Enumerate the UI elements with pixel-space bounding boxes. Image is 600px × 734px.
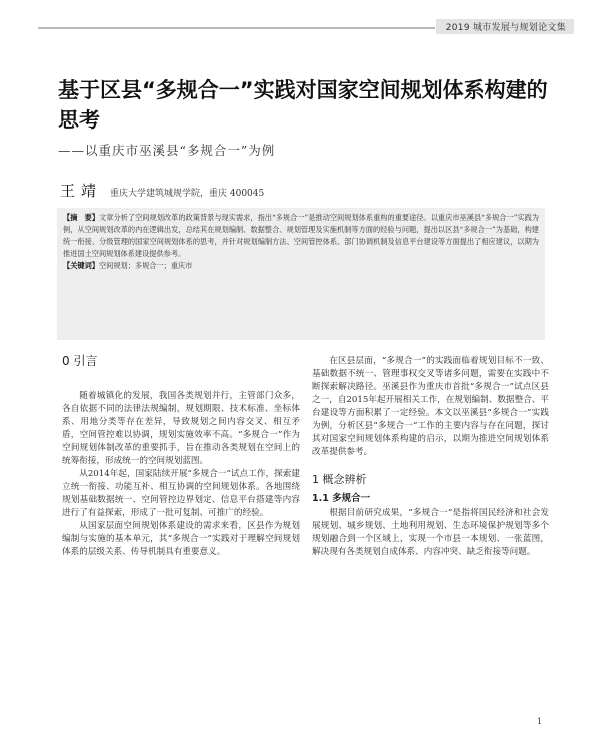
journal-name: 2019 城市发展与规划论文集	[436, 19, 574, 34]
body-paragraph: 从2014年起，国家陆续开展“多规合一”试点工作，探索建立统一衔接、功能互补、相互协调的空间规划体系。各地围绕规划基础数据统一、空间管控边界划定、信息平台搭建等内容进行了有益探索，形成了一批可复制、可推广的经验。	[62, 469, 300, 518]
page-number: 1	[536, 717, 542, 726]
body-paragraph: 在区县层面，“多规合一”的实践面临着规划目标不一致、基础数据不统一、管理事权交叉等诸多问题，需要在实践中不断探索解决路径。巫溪县作为重庆市首批“多规合一”试点区县之一，自2015年起开展相关工作，在规划编制、数据整合、平台建设等方面积累了一定经验。本文以巫溪县“多规合一”实践为例，分析区县“多规合一”工作的主要内容与存在问题，探讨其对国家空间规划体系构建的启示，以期为推进空间规划体系改革提供参考。	[312, 356, 549, 457]
paper-title: 基于区县“多规合一”实践对国家空间规划体系构建的思考	[58, 78, 548, 132]
author-name: 王靖	[60, 182, 103, 200]
running-header	[0, 18, 600, 34]
body-paragraph: 从国家层面空间规划体系建设的需求来看，区县作为规划编制与实施的基本单元，其“多规合一”实践对于理解空间规划体系的层级关系、传导机制具有重要意义。	[62, 521, 300, 557]
body-paragraph: 随着城镇化的发展，我国各类规划并行，主管部门众多，各自依据不同的法律法规编制，规划期限、技术标准、坐标体系、用地分类等存在差异，导致规划之间内容交叉、相互矛盾，空间管控难以协调，规划实施效率不高。“多规合一”作为空间规划体制改革的重要抓手，旨在推动各类规划在空间上的统筹衔接，形成统一的空间规划蓝图。	[62, 391, 300, 466]
keywords-paragraph	[63, 260, 539, 272]
abstract-label: 【摘 要】	[63, 213, 100, 222]
abstract-box	[57, 208, 545, 340]
right-column	[312, 355, 549, 559]
keywords-text: 空间规划；多规合一；重庆市	[98, 261, 193, 270]
body-paragraph: 根据目前研究成果，“多规合一”是指将国民经济和社会发展规划、城乡规划、土地利用规划、生态环境保护规划等多个规划融合到一个区域上，实现一个市县一本规划、一张蓝图，解决现有各类规划自成体系、内容冲突、缺乏衔接等问题。	[312, 508, 549, 557]
author-row	[60, 180, 264, 201]
paper-subtitle: ——以重庆市巫溪县“多规合一”为例	[58, 143, 276, 158]
author-affiliation: 重庆大学建筑城规学院，重庆 400045	[110, 189, 265, 199]
keywords-label: 【关键词】	[63, 261, 99, 270]
left-column	[62, 355, 300, 559]
header-rule	[38, 27, 435, 29]
abstract-paragraph	[63, 212, 539, 260]
section-heading-intro: 0 引言	[62, 354, 98, 368]
abstract-text: 文章分析了空间规划改革的政策背景与现实需求，指出“多规合一”是推动空间规划体系重构的重要途径。以重庆市巫溪县“多规合一”实践为例，从空间规划改革的内在逻辑出发，总结其在规划编制、数据整合、规划管理及实施机制等方面的经验与问题，提出以区县“多规合一”为基础，构建统一衔接、分级管理的国家空间规划体系的思考，并针对规划编制方法、空间管控体系、部门协调机制及信息平台建设等方面提出了相应建议，以期为推进国土空间规划体系建设提供参考。	[63, 213, 539, 258]
subsection-heading: 1.1 多规合一	[312, 493, 371, 504]
section-heading-concepts: 1 概念辨析	[312, 473, 367, 486]
